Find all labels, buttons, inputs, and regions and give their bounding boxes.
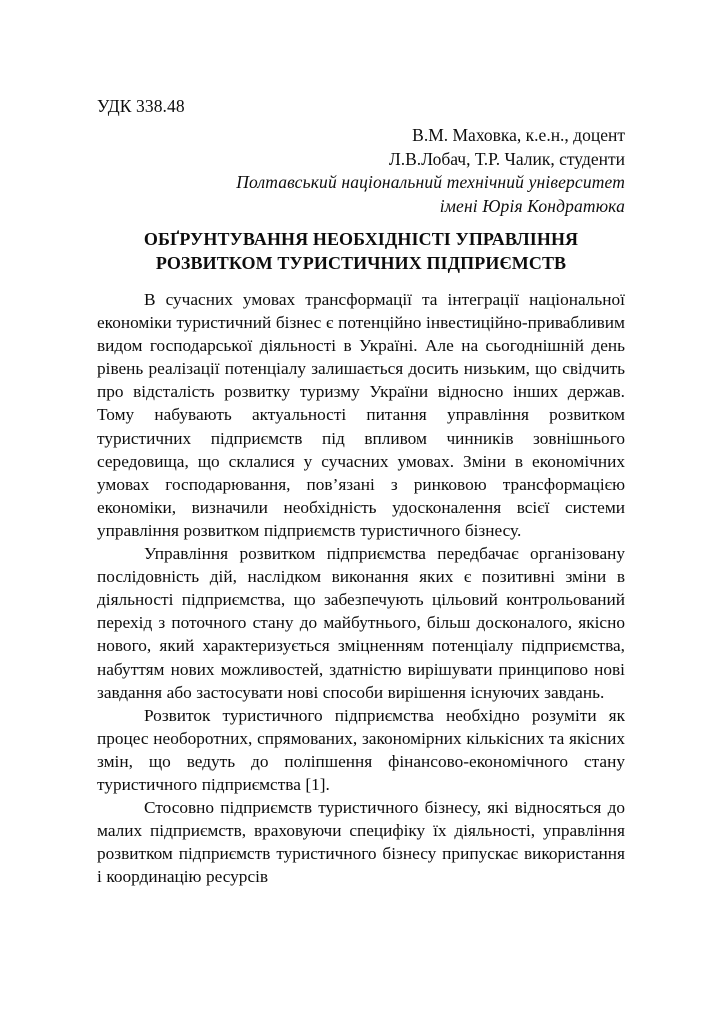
body-paragraph: Розвиток туристичного підприємства необхідно розуміти як процес необоротних, спрямованих, закономірних кількісних та якісних змін, що ведуть до поліпшення фінансово-економічного стану туристичного підприємства [1]. xyxy=(97,705,625,794)
text-column xyxy=(97,95,625,888)
body-paragraph: Управління розвитком підприємства передбачає організовану послідовність дій, наслідком виконання яких є позитивні зміни в діяльності підприємства, що забезпечують цільовий контрольований перехід з поточного стану до майбутнього, більш досконалого, якісно нового, який характеризується зміцненням потенціалу підприємства, набуттям нових можливостей, здатністю вирішувати принципово нові завдання або застосувати нові способи вирішення існуючих завдань. xyxy=(97,544,625,702)
author-line-2: Л.В.Лобач, Т.Р. Чалик, студенти xyxy=(388,148,625,169)
body-paragraph: Стосовно підприємств туристичного бізнесу, які відносяться до малих підприємств, враховуючи специфіку їх діяльності, управління розвитком підприємств туристичного бізнесу припускає використання і координацію ресурсів xyxy=(97,798,625,887)
article-body xyxy=(97,288,625,888)
affiliation-line-2: імені Юрія Кондратюка xyxy=(439,195,625,216)
author-line-1: В.М. Маховка, к.е.н., доцент xyxy=(412,125,625,145)
udk-classification-code: УДК 338.48 xyxy=(97,96,185,116)
article-title xyxy=(97,227,625,275)
author-block xyxy=(97,124,625,218)
article-title-line-1: ОБҐРУНТУВАННЯ НЕОБХІДНІСТІ УПРАВЛІННЯ xyxy=(143,229,579,249)
article-title-line-2: РОЗВИТКОМ ТУРИСТИЧНИХ ПІДПРИЄМСТВ xyxy=(155,253,567,273)
body-paragraph: В сучасних умовах трансформації та інтеграції національної економіки туристичний бізнес є потенційно інвестиційно-привабливим видом господарської діяльності в Україні. Але на сьогоднішній день рівень реалізації потенціалу залишається досить низьким, що свідчить про відсталість розвитку туризму України відносно інших держав. Тому набувають актуальності питання управління розвитком туристичних підприємств під впливом чинників зовнішнього середовища, що склалися у сучасних умовах. Зміни в економічних умовах господарювання, пов’язані з ринковою трансформацією економіки, визначили необхідність удосконалення всієї системи управління розвитком підприємств туристичного бізнесу. xyxy=(97,290,625,540)
affiliation-line-1: Полтавський національний технічний університет xyxy=(236,172,625,192)
